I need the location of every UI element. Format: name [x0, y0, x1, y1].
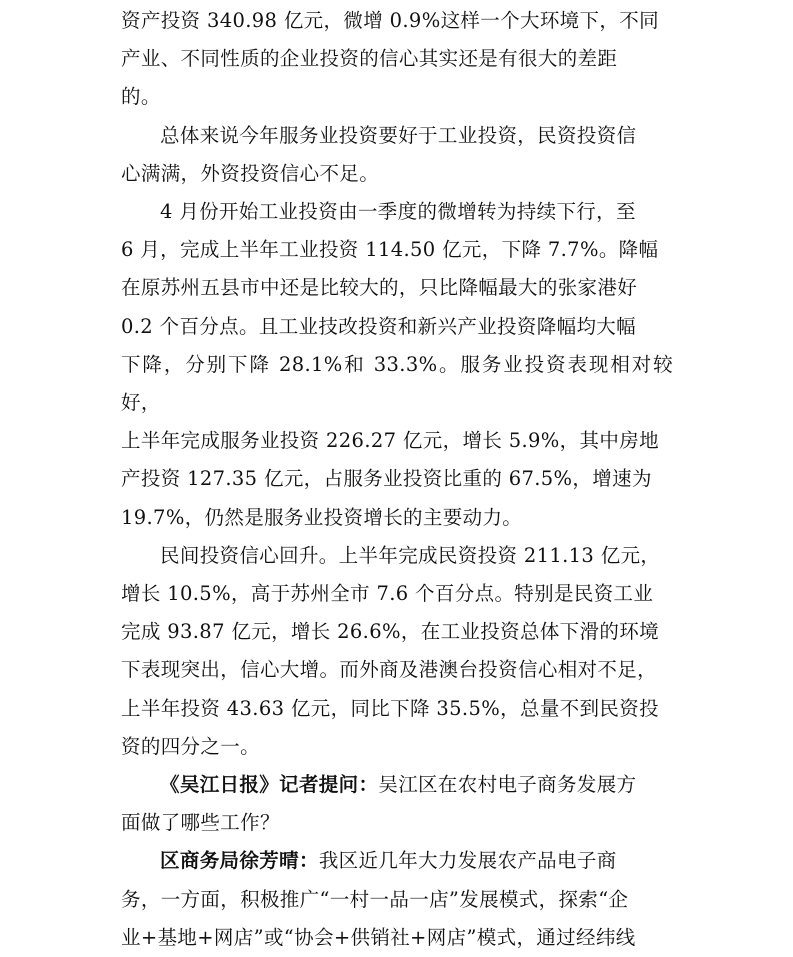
paragraph-private-investment [121, 537, 673, 766]
document-page [121, 2, 673, 957]
paragraph-investment-gap [121, 2, 673, 117]
text-line: 6 月，完成上半年工业投资 114.50 亿元，下降 7.7%。降幅 [121, 238, 659, 262]
paragraph-commerce-bureau-answer [121, 842, 673, 957]
reporter-speaker-label: 《吴江日报》记者提问： [160, 773, 379, 797]
text-line: 上半年完成服务业投资 226.27 亿元，增长 5.9%，其中房地 [121, 429, 659, 453]
text-line: 19.7%，仍然是服务业投资增长的主要动力。 [121, 505, 523, 529]
text-line: 总体来说今年服务业投资要好于工业投资，民资投资信 [160, 123, 637, 147]
text-line: 务，一方面，积极推广“一村一品一店”发展模式，探索“企 [121, 887, 629, 911]
text-line: 0.2 个百分点。且工业技改投资和新兴产业投资降幅均大幅 [121, 314, 637, 338]
text-line: 吴江区在农村电子商务发展方 [378, 773, 637, 797]
text-line: 增长 10.5%，高于苏州全市 7.6 个百分点。特别是民资工业 [121, 582, 654, 606]
text-line: 在原苏州五县市中还是比较大的，只比降幅最大的张家港好 [121, 276, 638, 300]
text-line: 上半年投资 43.63 亿元，同比下降 35.5%，总量不到民资投 [121, 696, 659, 720]
text-line: 资产投资 340.98 亿元，微增 0.9%这样一个大环境下，不同 [121, 9, 659, 32]
text-line: 资的四分之一。 [121, 734, 260, 758]
answer-speaker-label: 区商务局徐芳晴： [160, 849, 319, 873]
text-line: 产业、不同性质的企业投资的信心其实还是有很大的差距 [121, 47, 618, 71]
text-line: 面做了哪些工作？ [121, 811, 280, 835]
text-line: 心满满，外资投资信心不足。 [121, 161, 380, 185]
text-line: 的。 [121, 85, 161, 109]
text-line: 下降，分别下降 28.1%和 33.3%。服务业投资表现相对较好， [121, 352, 673, 415]
text-line: 产投资 127.35 亿元，占服务业投资比重的 67.5%，增速为 [121, 467, 652, 491]
text-line: 我区近几年大力发展农产品电子商 [318, 849, 617, 873]
text-line: 业+基地+网店”或“协会+供销社+网店”模式，通过经纬线 [121, 925, 636, 949]
paragraph-industrial-investment [121, 193, 673, 537]
text-line: 民间投资信心回升。上半年完成民资投资 211.13 亿元， [160, 543, 661, 567]
paragraph-overall-summary [121, 117, 673, 193]
text-line: 4 月份开始工业投资由一季度的微增转为持续下行，至 [160, 200, 636, 224]
text-line: 下表现突出，信心大增。而外商及港澳台投资信心相对不足， [121, 658, 657, 682]
text-line: 完成 93.87 亿元，增长 26.6%，在工业投资总体下滑的环境 [121, 620, 659, 644]
paragraph-reporter-question [121, 766, 673, 842]
